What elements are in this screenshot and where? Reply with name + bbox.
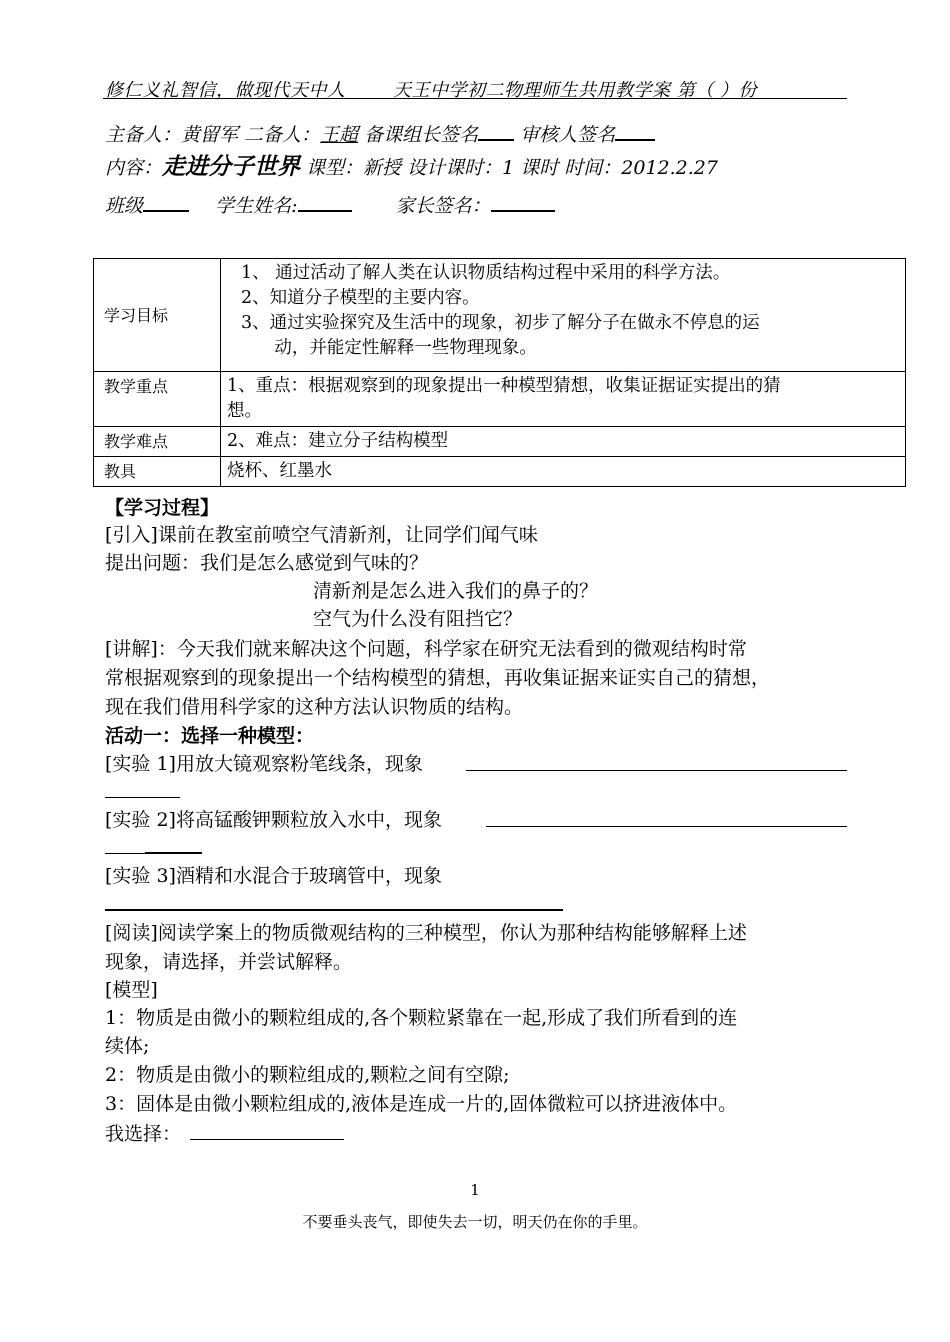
- reading-line-1: [阅读]阅读学案上的物质微观结构的三种模型，你认为那种结构能够解释上述: [105, 922, 747, 944]
- row-label-teaching-aids: 教具: [94, 457, 221, 487]
- experiment-3-answer-line[interactable]: [105, 909, 563, 911]
- footer-quote: 不要垂头丧气，即使失去一切，明天仍在你的手里。: [302, 1213, 648, 1231]
- class-blank[interactable]: [143, 208, 189, 212]
- lesson-topic: 走进分子世界: [162, 153, 301, 180]
- student-info-line: [105, 191, 555, 218]
- class-label: 班级: [105, 195, 144, 217]
- preparers-line: [105, 120, 655, 147]
- reviewer-signature-blank[interactable]: [615, 137, 655, 141]
- process-heading: 【学习过程】: [105, 497, 220, 519]
- parent-signature-label: 家长签名：: [395, 195, 491, 217]
- choice-answer-line[interactable]: [190, 1139, 344, 1140]
- model-1-line-2: 续体;: [105, 1035, 150, 1057]
- question-3: 空气为什么没有阻挡它？: [313, 608, 523, 630]
- experiment-2: [实验 2]将高锰酸钾颗粒放入水中，现象: [105, 809, 442, 831]
- choice-label: 我选择：: [105, 1123, 182, 1145]
- row-label-difficulty: 教学难点: [94, 427, 221, 457]
- row-content-teaching-aids: [221, 457, 906, 487]
- explain-line-1: [讲解]：今天我们就来解决这个问题，科学家在研究无法看到的微观结构时常: [105, 638, 747, 660]
- model-label: [模型]: [105, 979, 158, 1001]
- group-leader-signature-blank[interactable]: [478, 137, 514, 141]
- content-label: 内容：: [105, 157, 163, 179]
- experiment-3: [实验 3]酒精和水混合于玻璃管中，现象: [105, 865, 442, 887]
- row-label-goals: 学习目标: [94, 259, 221, 372]
- model-2: 2：物质是由微小的颗粒组成的,颗粒之间有空隙;: [105, 1064, 510, 1086]
- experiment-2-answer-line-3[interactable]: [145, 852, 202, 854]
- header-school-title: 天王中学初二物理师生共用教学案 第（ ）份: [393, 80, 757, 101]
- goal-line: 3、通过实验探究及生活中的现象，初步了解分子在做永不停息的运: [241, 313, 760, 333]
- row-content-key-points: [221, 372, 906, 427]
- question-1: 提出问题：我们是怎么感觉到气味的？: [105, 552, 429, 574]
- group-leader-label: 备课组长签名: [358, 124, 479, 146]
- goal-line: 1、 通过活动了解人类在认识物质结构过程中采用的科学方法。: [241, 263, 731, 283]
- preparers-prefix: 主备人：黄留军 二备人：: [105, 124, 321, 146]
- header-rule: [103, 98, 847, 99]
- table-row: [94, 457, 906, 487]
- intro-text: [引入]课前在教室前喷空气清新剂，让同学们闻气味: [105, 524, 538, 546]
- question-2: 清新剂是怎么进入我们的鼻子的？: [313, 580, 599, 602]
- key-point-line: 1、重点：根据观察到的现象提出一种模型猜想，收集证据证实提出的猜: [227, 376, 781, 396]
- key-point-line: 想。: [227, 401, 262, 421]
- row-label-key-points: 教学重点: [94, 372, 221, 427]
- experiment-2-answer-line-2[interactable]: [105, 853, 145, 854]
- goal-line: 动，并能定性解释一些物理现象。: [241, 338, 537, 358]
- row-content-difficulty: [221, 427, 906, 457]
- explain-line-3: 现在我们借用科学家的这种方法认识物质的结构。: [105, 696, 524, 718]
- experiment-1-answer-line[interactable]: [466, 770, 847, 771]
- experiment-1-answer-line-2[interactable]: [105, 797, 180, 798]
- reviewer-label: 审核人签名: [514, 124, 616, 146]
- second-preparer-name: 王超: [320, 124, 359, 146]
- lesson-goals-table: [93, 258, 906, 487]
- explain-line-2: 常根据观察到的现象提出一个结构模型的猜想，再收集证据来证实自己的猜想，: [105, 667, 771, 689]
- student-name-blank[interactable]: [298, 208, 352, 212]
- table-row: [94, 372, 906, 427]
- table-row: [94, 259, 906, 372]
- activity-1-heading: 活动一：选择一种模型：: [105, 725, 315, 747]
- row-content-goals: [221, 259, 906, 372]
- reading-line-2: 现象，请选择，并尝试解释。: [105, 951, 353, 973]
- teaching-aids-line: 烧杯、红墨水: [227, 461, 332, 481]
- table-row: [94, 427, 906, 457]
- parent-signature-blank[interactable]: [491, 208, 555, 212]
- goal-line: 2、知道分子模型的主要内容。: [241, 288, 480, 308]
- difficulty-line: 2、难点：建立分子结构模型: [227, 431, 449, 451]
- model-1-line-1: 1：物质是由微小的颗粒组成的,各个颗粒紧靠在一起,形成了我们所看到的连: [105, 1007, 738, 1029]
- header-motto: 修仁义礼智信，做现代天中人: [105, 80, 346, 101]
- experiment-1: [实验 1]用放大镜观察粉笔线条，现象: [105, 753, 423, 775]
- page-number: 1: [470, 1181, 480, 1199]
- lesson-info: 课型：新授 设计课时：1 课时 时间：2012.2.27: [300, 157, 718, 179]
- experiment-2-answer-line[interactable]: [486, 826, 847, 827]
- student-name-label: 学生姓名:: [215, 195, 298, 217]
- model-3: 3：固体是由微小颗粒组成的,液体是连成一片的,固体微粒可以挤进液体中。: [105, 1093, 738, 1115]
- content-line: [105, 148, 718, 181]
